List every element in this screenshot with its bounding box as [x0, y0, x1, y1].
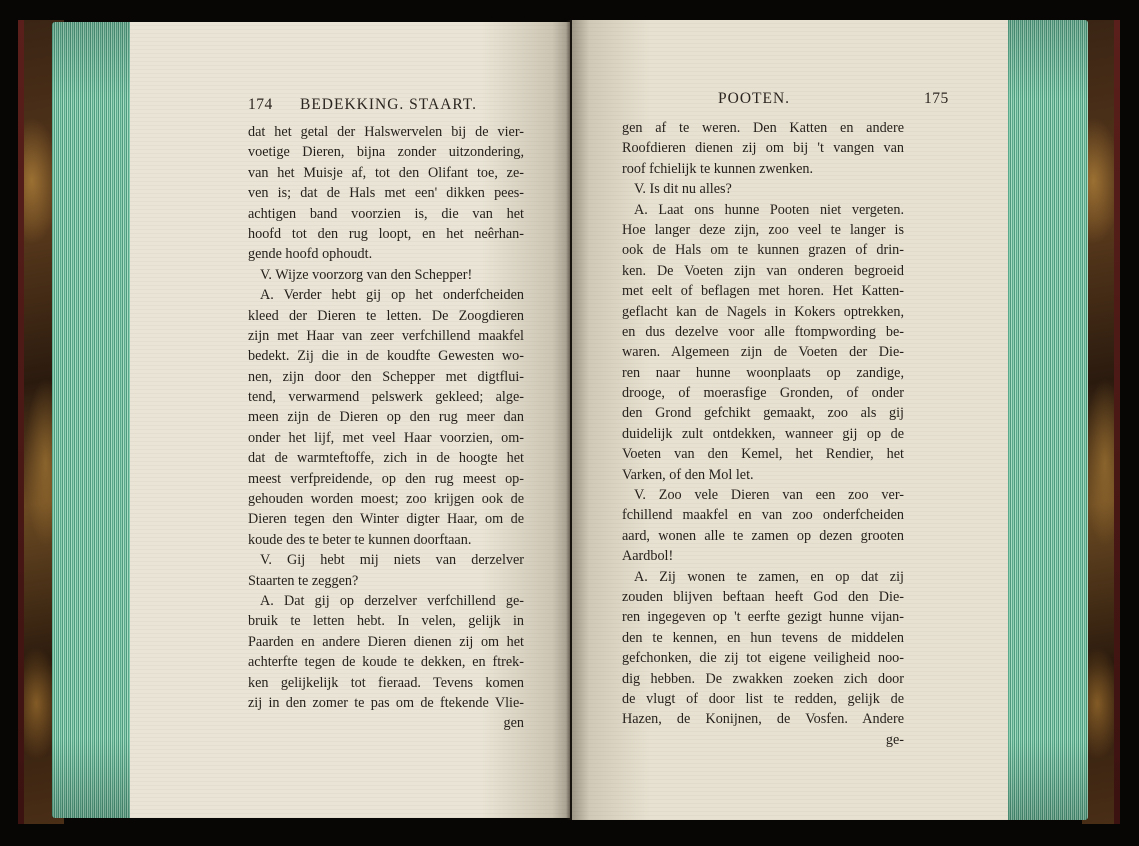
left-page — [130, 22, 570, 818]
left-body-text — [248, 122, 524, 734]
text-line: dig hebben. De zwakken zoeken zich door — [622, 670, 904, 687]
left-page-number: 174 — [248, 96, 273, 113]
text-line: roof fchielijk te kunnen zwenken. — [622, 160, 814, 177]
text-line: Aardbol! — [622, 548, 674, 565]
text-line: achtigen band voorzien is, die van het — [248, 205, 524, 222]
left-cover-leather-edge — [18, 20, 24, 824]
text-line: de vlugt of door list te redden, gelijk de — [622, 690, 904, 707]
text-line: V. Wijze voorzorg van den Schepper! — [260, 266, 473, 283]
text-line: zijn met Haar van zeer verfchillend maakfel — [248, 327, 524, 344]
text-line: gen — [503, 715, 524, 732]
text-line: Paarden en andere Dieren dienen zij om het — [248, 633, 524, 650]
text-line: gefchonken, die zij tot eigene veiligheid noo- — [622, 650, 904, 667]
text-line: A. Zij wonen te zamen, en op dat zij — [634, 568, 904, 585]
text-line: aard, wonen alle te zamen op dezen grooten — [622, 527, 904, 544]
text-line: tend, verwarmend pelswerk gekleed; alge- — [248, 389, 524, 406]
text-line: hoofd tot den rug loopt, en het neêrhan- — [248, 225, 524, 242]
right-page-number: 175 — [924, 90, 949, 107]
right-cover-leather-edge — [1114, 20, 1120, 824]
text-line: ken gelijkelijk tot fieraad. Tevens komen — [248, 674, 524, 691]
right-running-title: POOTEN. — [718, 90, 791, 107]
text-line: V. Zoo vele Dieren van een zoo ver- — [634, 487, 904, 504]
left-green-page-edges — [52, 22, 134, 818]
text-line: kleed der Dieren te letten. De Zoogdieren — [248, 307, 524, 324]
text-line: geflacht kan de Nagels in Kokers optrekken, — [622, 303, 904, 320]
text-line: V. Is dit nu alles? — [634, 181, 732, 198]
text-line: gende hoofd ophoudt. — [248, 246, 373, 263]
text-line: A. Dat gij op derzelver verfchillend ge- — [260, 592, 524, 609]
text-line: meest verfpreidende, op den rug meest op- — [248, 470, 524, 487]
text-line: van het Muisje af, tot den Olifant toe, ze- — [248, 164, 524, 181]
text-line: ven is; dat de Hals met een' dikken pees- — [248, 185, 524, 202]
text-line: den te kennen, en hun tevens de middelen — [622, 629, 904, 646]
text-line: ken. De Voeten zijn van onderen begroeid — [622, 262, 904, 279]
text-line: Roofdieren dienen zij om bij 't vangen van — [622, 140, 904, 157]
text-line: Dieren tegen den Winter digter Haar, om de — [248, 511, 524, 528]
text-line: zouden blijven beftaan heeft God den Die- — [622, 588, 904, 605]
right-page — [572, 20, 1008, 820]
text-line: bedekt. Zij die in de koudfte Gewesten wo- — [248, 348, 524, 365]
text-line: fchillend maakfel en van zoo onderfcheiden — [622, 507, 904, 524]
text-line: achterfte tegen de koude te dekken, en ftrek- — [248, 654, 524, 671]
right-body-text — [622, 118, 904, 750]
text-line: A. Verder hebt gij op het onderfcheiden — [260, 287, 524, 304]
text-line: zij in den zomer te pas om de ftekende Vlie- — [248, 694, 524, 711]
text-line: waren. Algemeen zijn de Voeten der Die- — [622, 344, 904, 361]
text-line: ren ingegeven op 't eerfte gezigt hunne vijan- — [622, 609, 904, 626]
text-line: koude des te beter te kunnen doorftaan. — [248, 531, 472, 548]
text-line: ren naar hunne woonplaats op zandige, — [622, 364, 904, 381]
text-line: duidelijk zult ontdekken, wanneer gij op de — [622, 425, 904, 442]
text-line: dat het getal der Halswervelen bij de vier- — [248, 124, 524, 140]
left-running-title: BEDEKKING. STAART. — [300, 96, 477, 113]
text-line: bruik te letten hebt. In velen, gelijk in — [248, 613, 524, 630]
text-line: A. Laat ons hunne Pooten niet vergeten. — [634, 201, 904, 218]
text-line: voetige Dieren, bijna zonder uitzondering, — [248, 144, 524, 161]
text-line: onder het lijf, met veel Haar voorzien, om- — [248, 429, 524, 446]
text-line: Varken, of den Mol let. — [622, 466, 754, 483]
text-line: V. Gij hebt mij niets van derzelver — [260, 552, 524, 569]
text-line: met eelt of beflagen met horen. Het Katten- — [622, 283, 904, 300]
text-line: Staarten te zeggen? — [248, 572, 359, 589]
right-green-page-edges — [1004, 20, 1088, 820]
text-line: en dus dezelve voor alle ftompwording be- — [622, 323, 904, 340]
text-line: meen zijn de Dieren op den rug meer dan — [248, 409, 524, 426]
text-line: ook de Hals om te kunnen grazen of drin- — [622, 242, 904, 259]
text-line: ge- — [885, 731, 904, 748]
text-line: dat de warmteftoffe, zich in de hoogte het — [248, 450, 524, 467]
text-line: nen, zijn door den Schepper met digtflui- — [248, 368, 524, 385]
text-line: gen af te weren. Den Katten en andere — [622, 120, 904, 136]
text-line: Voeten van den Kemel, het Rendier, het — [622, 446, 904, 463]
text-line: Hoe langer deze zijn, zoo veel te langer is — [622, 221, 904, 238]
text-line: den Grond gefchikt gemaakt, zoo als gij — [622, 405, 904, 422]
text-line: gehouden worden moest; zoo krijgen ook de — [248, 491, 524, 508]
text-line: drooge, of moerasfige Gronden, of onder — [622, 385, 904, 402]
text-line: Hazen, de Konijnen, de Vosfen. Andere — [622, 711, 904, 728]
